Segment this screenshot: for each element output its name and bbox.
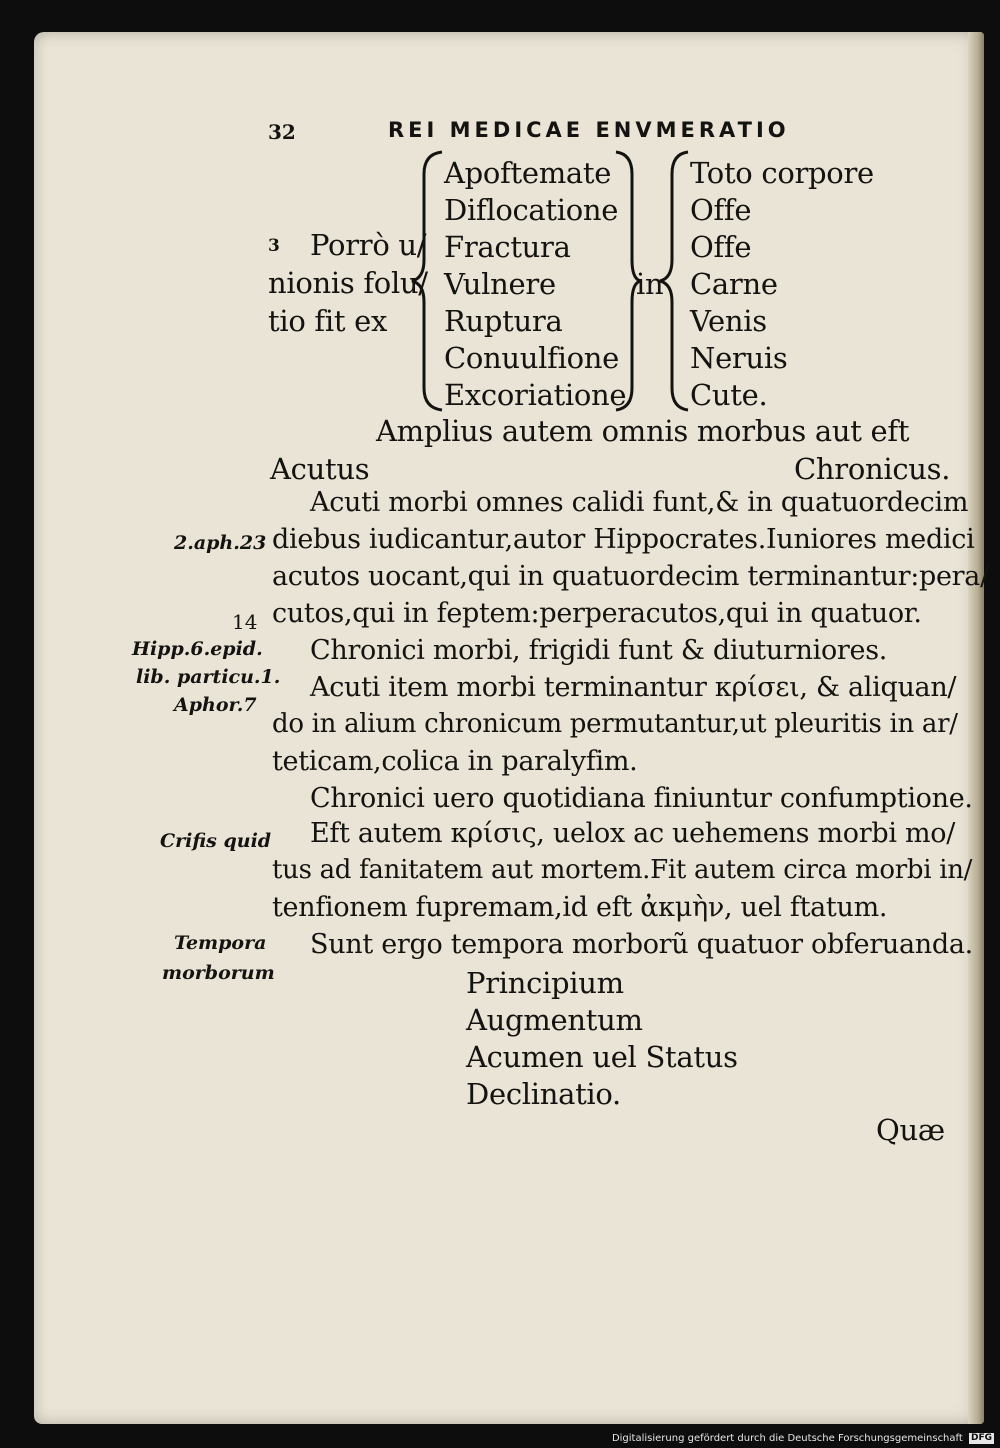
part-item: Carne [690,267,778,301]
part-item: Cute. [690,378,768,412]
part-item: Offe [690,230,752,264]
part-item: Toto corpore [690,156,874,190]
in-word: in [636,267,664,301]
table-label-line-1: Porrò u/ [310,228,427,262]
cause-item: Apoftemate [444,156,612,190]
text-line: Acuti item morbi terminantur κρίσει, & aliquan/ [310,672,957,703]
cause-item: Ruptura [444,304,563,338]
tempora-item: Principium [466,966,624,1000]
margin-note: 14 [232,610,258,634]
text-line: teticam,colica in paralyfim. [272,746,638,777]
tempora-item: Declinatio. [466,1077,621,1111]
margin-note: Crifis quid [160,830,272,852]
margin-note: lib. particu.1. [136,666,281,688]
margin-note: Hipp.6.epid. [132,638,263,660]
page-number: 32 [268,120,296,144]
margin-note: Aphor.7 [174,694,257,716]
text-line: Chronici uero quotidiana finiuntur confumptione. [310,783,973,814]
catchword: Quæ [876,1113,945,1147]
text-line: Eft autem κρίσις, uelox ac uehemens morbi mo/ [310,818,956,849]
margin-note: Tempora [174,932,267,954]
cause-item: Vulnere [444,267,556,301]
section-number: 3 [268,236,280,256]
text-line: cutos,qui in feptem:perperacutos,qui in quatuor. [272,598,922,629]
footer [0,1430,1000,1448]
running-title: REI MEDICAE ENVMERATIO [388,118,790,142]
text-line: Amplius autem omnis morbus aut eft [376,414,910,448]
cause-item: Excoriatione [444,378,627,412]
part-item: Neruis [690,341,788,375]
part-item: Venis [690,304,767,338]
tempora-item: Augmentum [466,1003,643,1037]
chronicus-label: Chronicus. [794,452,951,486]
cause-item: Conuulfione [444,341,619,375]
text-line: do in alium chronicum permutantur,ut pleuritis in ar/ [272,709,958,739]
table-label-line-3: tio fit ex [268,304,388,338]
footer-text: Digitalisierung gefördert durch die Deutsche Forschungsgemeinschaft [611,1433,963,1444]
text-line: tenfionem fupremam,id eft ἀκμὴν, uel ftatum. [272,892,888,923]
margin-note: morborum [162,962,275,984]
left-brace-icon [658,150,694,412]
dfg-logo-icon: DFG [970,1432,992,1443]
cause-item: Diflocatione [444,193,619,227]
text-line: Sunt ergo tempora morborũ quatuor obferuanda. [310,929,973,960]
text-line: acutos uocant,qui in quatuordecim terminantur:pera/ [272,561,989,592]
acutus-label: Acutus [270,452,370,486]
text-line: tus ad fanitatem aut mortem.Fit autem circa morbi in/ [272,855,973,885]
margin-note: 2.aph.23 [174,532,267,554]
cause-item: Fractura [444,230,571,264]
tempora-item: Acumen uel Status [466,1040,738,1074]
text-line: Chronici morbi, frigidi funt & diuturniores. [310,635,888,666]
table-label-line-2: nionis folu/ [268,266,428,300]
part-item: Offe [690,193,752,227]
page-edge [968,32,984,1424]
text-line: diebus iudicantur,autor Hippocrates.Iuniores medici [272,524,975,555]
text-line: Acuti morbi omnes calidi funt,& in quatuordecim [310,487,969,518]
